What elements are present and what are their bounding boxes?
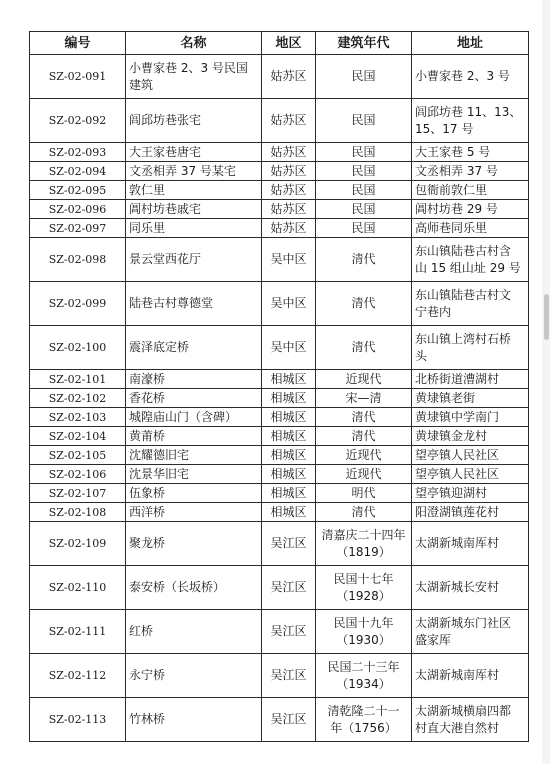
table-row (30, 370, 529, 389)
cell-address (412, 698, 529, 742)
cell-era-line: 民国十七年 (333, 571, 394, 586)
table-row (30, 503, 529, 522)
table-row (30, 219, 529, 238)
cell-address-line: 黄埭镇中学南门 (415, 409, 500, 424)
cell-code: SZ-02-095 (30, 181, 126, 200)
cell-era-line: 年（1756） (330, 720, 397, 735)
cell-address-line: 头 (415, 348, 428, 363)
cell-name (126, 408, 262, 427)
cell-address (412, 238, 529, 282)
vertical-scrollbar[interactable] (542, 0, 550, 764)
cell-address-line: 闾邱坊巷 11、13、 (415, 104, 522, 119)
cell-era-line: 清代 (351, 340, 376, 354)
cell-code: SZ-02-104 (30, 427, 126, 446)
cell-era-line: 民国 (351, 201, 376, 216)
cell-address-line: 太湖新城南厍村 (415, 668, 500, 682)
cell-era-line: 清嘉庆二十四年 (321, 527, 406, 542)
cell-era-line: 民国 (351, 220, 376, 235)
cell-era-line: 清代 (351, 296, 376, 310)
heritage-sites-table (29, 31, 529, 742)
cell-era (316, 610, 412, 654)
cell-era (316, 484, 412, 503)
cell-code: SZ-02-094 (30, 162, 126, 181)
cell-district: 吴中区 (262, 238, 316, 282)
cell-address-line: 黄埭镇老街 (415, 390, 476, 405)
cell-era-line: 民国二十三年 (327, 659, 400, 674)
cell-address-line: 望亭镇迎湖村 (415, 485, 488, 500)
cell-era (316, 238, 412, 282)
cell-code: SZ-02-097 (30, 219, 126, 238)
cell-address (412, 566, 529, 610)
cell-name (126, 389, 262, 408)
cell-district: 相城区 (262, 484, 316, 503)
cell-name-line: 城隍庙山门（含碑） (129, 409, 238, 424)
cell-district: 姑苏区 (262, 200, 316, 219)
cell-era-line: 民国 (351, 69, 376, 83)
cell-name-line: 建筑 (129, 77, 154, 92)
cell-district: 姑苏区 (262, 162, 316, 181)
cell-era (316, 282, 412, 326)
cell-era-line: 民国 (351, 144, 376, 159)
cell-name-line: 敦仁里 (129, 182, 166, 197)
cell-address-line: 文丞相弄 37 号 (415, 163, 498, 178)
cell-district: 相城区 (262, 503, 316, 522)
table-row (30, 654, 529, 698)
cell-code: SZ-02-106 (30, 465, 126, 484)
cell-address-line: 山 15 组山址 29 号 (415, 260, 521, 275)
cell-code: SZ-02-102 (30, 389, 126, 408)
cell-address (412, 484, 529, 503)
table-row (30, 522, 529, 566)
table-row (30, 326, 529, 370)
cell-name-line: 香花桥 (129, 390, 166, 405)
cell-era (316, 181, 412, 200)
cell-district: 姑苏区 (262, 99, 316, 143)
cell-address (412, 408, 529, 427)
cell-address-line: 太湖新城横扇四都 (415, 703, 512, 718)
cell-name-line: 西洋桥 (129, 504, 166, 519)
cell-address (412, 503, 529, 522)
cell-address-line: 村直大港自然村 (415, 720, 500, 735)
cell-era (316, 522, 412, 566)
cell-era-line: 民国 (351, 113, 376, 127)
cell-address (412, 181, 529, 200)
cell-address (412, 522, 529, 566)
cell-code: SZ-02-092 (30, 99, 126, 143)
cell-era (316, 566, 412, 610)
table-row (30, 282, 529, 326)
cell-name (126, 181, 262, 200)
header-name: 名称 (126, 32, 262, 55)
cell-name (126, 162, 262, 181)
cell-name-line: 闾邱坊巷张宅 (129, 113, 202, 127)
cell-era (316, 698, 412, 742)
cell-district: 吴中区 (262, 282, 316, 326)
cell-era (316, 465, 412, 484)
cell-address (412, 654, 529, 698)
cell-address-line: 包衙前敦仁里 (415, 182, 488, 197)
cell-address-line: 小曹家巷 2、3 号 (415, 69, 510, 83)
cell-era (316, 427, 412, 446)
cell-code: SZ-02-096 (30, 200, 126, 219)
cell-address (412, 446, 529, 465)
table-row (30, 143, 529, 162)
cell-era (316, 503, 412, 522)
cell-code: SZ-02-103 (30, 408, 126, 427)
table-row (30, 408, 529, 427)
cell-name (126, 219, 262, 238)
cell-era-line: 近现代 (345, 447, 382, 462)
cell-code: SZ-02-111 (30, 610, 126, 654)
table-row (30, 484, 529, 503)
cell-address-line: 盛家厍 (415, 632, 452, 647)
cell-address-line: 东山镇陆巷古村含 (415, 243, 512, 258)
cell-name-line: 红桥 (129, 624, 154, 638)
cell-name-line: 震泽底定桥 (129, 340, 190, 354)
cell-name-line: 阊村坊巷戚宅 (129, 201, 202, 216)
cell-name (126, 99, 262, 143)
cell-address (412, 282, 529, 326)
cell-era-line: 明代 (351, 485, 376, 500)
cell-address-line: 太湖新城南厍村 (415, 536, 500, 550)
header-era: 建筑年代 (316, 32, 412, 55)
cell-name-line: 伍象桥 (129, 485, 166, 500)
cell-address-line: 望亭镇人民社区 (415, 447, 500, 462)
table-row (30, 446, 529, 465)
cell-address-line: 太湖新城长安村 (415, 580, 500, 594)
cell-era (316, 326, 412, 370)
cell-address (412, 427, 529, 446)
cell-district: 相城区 (262, 465, 316, 484)
cell-district: 吴江区 (262, 566, 316, 610)
cell-era (316, 446, 412, 465)
cell-era-line: 民国十九年 (333, 615, 394, 630)
cell-address (412, 389, 529, 408)
cell-address (412, 200, 529, 219)
cell-era-line: 民国 (351, 182, 376, 197)
cell-name (126, 238, 262, 282)
cell-address-line: 黄埭镇金龙村 (415, 428, 488, 443)
cell-district: 相城区 (262, 446, 316, 465)
table-row (30, 465, 529, 484)
cell-name (126, 484, 262, 503)
cell-district: 姑苏区 (262, 143, 316, 162)
cell-code: SZ-02-101 (30, 370, 126, 389)
cell-address (412, 55, 529, 99)
cell-address-line: 阳澄湖镇莲花村 (415, 504, 500, 519)
cell-name (126, 200, 262, 219)
cell-name (126, 465, 262, 484)
table-row (30, 181, 529, 200)
table-row (30, 427, 529, 446)
cell-district: 姑苏区 (262, 55, 316, 99)
cell-address-line: 东山镇上湾村石桥 (415, 331, 512, 346)
cell-code: SZ-02-108 (30, 503, 126, 522)
cell-address (412, 370, 529, 389)
cell-era-line: 近现代 (345, 466, 382, 481)
scrollbar-thumb[interactable] (544, 294, 549, 340)
cell-name (126, 654, 262, 698)
cell-era-line: 清代 (351, 252, 376, 266)
cell-code: SZ-02-109 (30, 522, 126, 566)
cell-name-line: 泰安桥（长坂桥） (129, 580, 226, 594)
cell-address-line: 东山镇陆巷古村文 (415, 287, 512, 302)
table-row (30, 389, 529, 408)
cell-name (126, 522, 262, 566)
cell-address (412, 162, 529, 181)
cell-era (316, 370, 412, 389)
cell-name-line: 陆巷古村尊德堂 (129, 296, 214, 310)
cell-era (316, 99, 412, 143)
cell-name-line: 景云堂西花厅 (129, 252, 202, 266)
cell-code: SZ-02-098 (30, 238, 126, 282)
cell-address (412, 99, 529, 143)
cell-district: 吴江区 (262, 610, 316, 654)
cell-era-line: 近现代 (345, 371, 382, 386)
cell-district: 相城区 (262, 408, 316, 427)
cell-district: 吴中区 (262, 326, 316, 370)
table-row (30, 200, 529, 219)
cell-name-line: 沈景华旧宅 (129, 466, 190, 481)
cell-name-line: 竹林桥 (129, 712, 166, 726)
cell-address-line: 望亭镇人民社区 (415, 466, 500, 481)
cell-era (316, 389, 412, 408)
cell-address-line: 大王家巷 5 号 (415, 144, 491, 159)
cell-name-line: 大王家巷唐宅 (129, 144, 202, 159)
cell-era (316, 200, 412, 219)
cell-name-line: 文丞相弄 37 号某宅 (129, 163, 236, 178)
cell-address (412, 610, 529, 654)
cell-name-line: 沈耀德旧宅 (129, 447, 190, 462)
cell-address-line: 北桥街道漕湖村 (415, 371, 500, 386)
cell-address-line: 高师巷同乐里 (415, 220, 488, 235)
table-header-row (30, 32, 529, 55)
cell-district: 吴江区 (262, 522, 316, 566)
cell-name (126, 610, 262, 654)
cell-era-line: （1930） (336, 632, 391, 647)
cell-era-line: （1934） (336, 676, 391, 691)
cell-name (126, 427, 262, 446)
cell-name (126, 446, 262, 465)
cell-address-line: 阊村坊巷 29 号 (415, 201, 498, 216)
cell-code: SZ-02-105 (30, 446, 126, 465)
cell-era-line: 宋—清 (345, 390, 382, 405)
table-row (30, 566, 529, 610)
cell-era (316, 162, 412, 181)
cell-district: 吴江区 (262, 698, 316, 742)
table-row (30, 99, 529, 143)
cell-district: 姑苏区 (262, 219, 316, 238)
cell-code: SZ-02-093 (30, 143, 126, 162)
cell-name (126, 566, 262, 610)
cell-name-line: 聚龙桥 (129, 536, 166, 550)
cell-name (126, 143, 262, 162)
cell-era-line: （1928） (336, 588, 391, 603)
table-row (30, 55, 529, 99)
cell-era-line: 清乾隆二十一 (327, 703, 400, 718)
cell-era (316, 55, 412, 99)
cell-address (412, 326, 529, 370)
cell-era-line: 清代 (351, 409, 376, 424)
cell-name (126, 326, 262, 370)
cell-era (316, 654, 412, 698)
cell-district: 姑苏区 (262, 181, 316, 200)
cell-district: 相城区 (262, 389, 316, 408)
cell-code: SZ-02-113 (30, 698, 126, 742)
cell-address (412, 219, 529, 238)
cell-name-line: 黄莆桥 (129, 428, 166, 443)
cell-code: SZ-02-112 (30, 654, 126, 698)
cell-address-line: 太湖新城东门社区 (415, 615, 512, 630)
cell-name-line: 小曹家巷 2、3 号民国 (129, 60, 248, 75)
table-row (30, 238, 529, 282)
cell-address (412, 465, 529, 484)
header-address: 地址 (412, 32, 529, 55)
cell-name (126, 55, 262, 99)
cell-name (126, 370, 262, 389)
cell-code: SZ-02-110 (30, 566, 126, 610)
cell-code: SZ-02-099 (30, 282, 126, 326)
cell-address (412, 143, 529, 162)
table-row (30, 162, 529, 181)
cell-era-line: 清代 (351, 504, 376, 519)
cell-name-line: 南濠桥 (129, 371, 166, 386)
cell-era-line: 清代 (351, 428, 376, 443)
cell-era-line: （1819） (336, 544, 391, 559)
table-body (30, 55, 529, 742)
cell-code: SZ-02-100 (30, 326, 126, 370)
cell-name (126, 282, 262, 326)
cell-code: SZ-02-107 (30, 484, 126, 503)
table-row (30, 610, 529, 654)
table-row (30, 698, 529, 742)
header-code: 编号 (30, 32, 126, 55)
cell-name-line: 同乐里 (129, 220, 166, 235)
cell-district: 吴江区 (262, 654, 316, 698)
cell-district: 相城区 (262, 427, 316, 446)
cell-address-line: 宁巷内 (415, 304, 452, 319)
cell-era (316, 408, 412, 427)
header-district: 地区 (262, 32, 316, 55)
cell-era-line: 民国 (351, 163, 376, 178)
cell-name-line: 永宁桥 (129, 668, 166, 682)
cell-name (126, 698, 262, 742)
cell-address-line: 15、17 号 (415, 121, 474, 136)
cell-name (126, 503, 262, 522)
cell-code: SZ-02-091 (30, 55, 126, 99)
cell-era (316, 143, 412, 162)
cell-era (316, 219, 412, 238)
cell-district: 相城区 (262, 370, 316, 389)
